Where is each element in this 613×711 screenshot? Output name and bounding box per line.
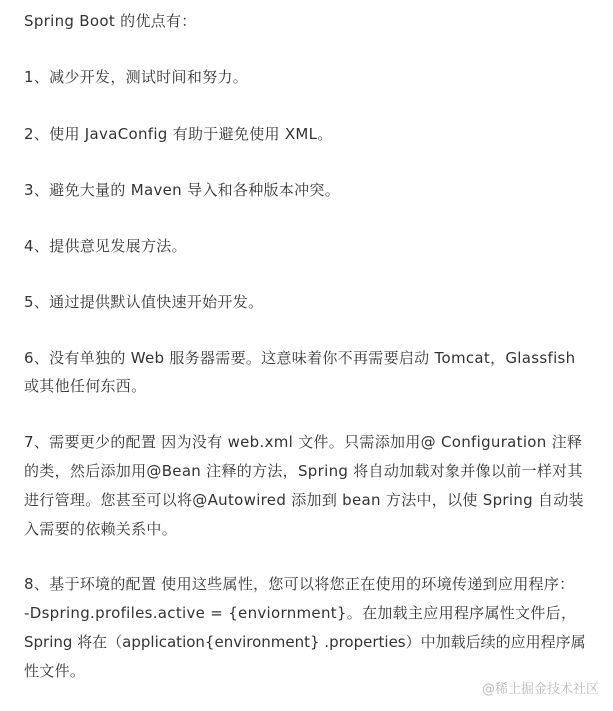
point-6-line-2: 或其他任何东西。 <box>24 377 147 395</box>
point-6-line-1: 6、没有单独的 Web 服务器需要。这意味着你不再需要启动 Tomcat，Glassfish <box>24 349 576 367</box>
point-7-line-2: 的类，然后添加用@Bean 注释的方法，Spring 将自动加载对象并像以前一样对其 <box>24 462 583 480</box>
point-8-line-1: 8、基于环境的配置 使用这些属性，您可以将您正在使用的环境传递到应用程序： <box>24 575 575 593</box>
point-3: 3、避免大量的 Maven 导入和各种版本冲突。 <box>24 181 341 199</box>
point-1: 1、减少开发，测试时间和努力。 <box>24 68 249 86</box>
point-4: 4、提供意见发展方法。 <box>24 237 187 255</box>
point-8-line-3: Spring 将在（application{environment} .properties）中加载后续的应用程序属 <box>24 633 586 651</box>
watermark-label: @稀土掘金技术社区 <box>481 682 599 697</box>
point-7-line-4: 入需要的依赖关系中。 <box>24 520 178 538</box>
intro-heading: Spring Boot 的优点有： <box>24 12 197 30</box>
point-8-line-2: -Dspring.profiles.active = {enviornment}。在加载主应用程序属性文件后， <box>24 604 577 622</box>
point-5: 5、通过提供默认值快速开始开发。 <box>24 293 264 311</box>
point-7-line-3: 进行管理。您甚至可以将@Autowired 添加到 bean 方法中，以使 Spring 自动装 <box>24 491 584 509</box>
point-2: 2、使用 JavaConfig 有助于避免使用 XML。 <box>24 125 333 143</box>
point-7-line-1: 7、需要更少的配置 因为没有 web.xml 文件。只需添加用@ Configuration 注释 <box>24 433 583 451</box>
point-8-line-4: 性文件。 <box>24 662 86 680</box>
